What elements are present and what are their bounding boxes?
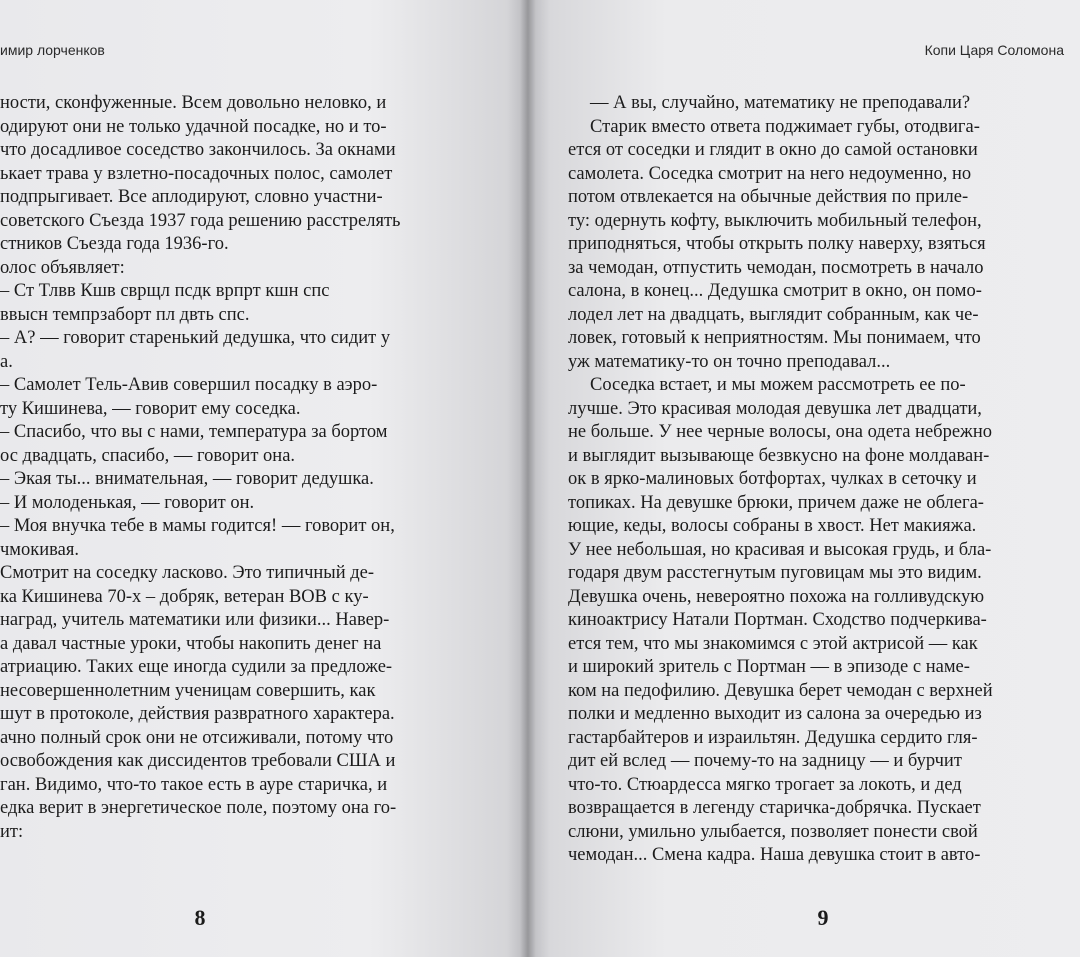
text-line: ющие, кеды, волосы собраны в хвост. Нет макияжа. bbox=[568, 516, 977, 536]
text-line: подпрыгивает. Все аплодируют, словно участни- bbox=[0, 187, 383, 207]
text-line: что-то. Стюардесса мягко трогает за локоть, и дед bbox=[568, 774, 962, 795]
right-page-number: 9 bbox=[817, 905, 829, 930]
text-line: лучше. Это красивая молодая девушка лет двадцати, bbox=[568, 398, 982, 419]
text-line: ту Кишинева, — говорит ему соседка. bbox=[0, 398, 301, 419]
text-line: слюни, умильно улыбается, позволяет понести свой bbox=[568, 821, 978, 842]
text-line: Старик вместо ответа поджимает губы, отодвига- bbox=[590, 116, 980, 137]
text-line: ок в ярко-малиновых ботфортах, чулках в сеточку и bbox=[568, 469, 977, 489]
text-line: ком на педофилию. Девушка берет чемодан с верхней bbox=[568, 680, 993, 701]
text-line: ькает трава у взлетно-посадочных полос, самолет bbox=[0, 163, 393, 184]
text-line: Девушка очень, невероятно похожа на голливудскую bbox=[568, 586, 985, 607]
text-line: освобождения как диссидентов требовали США и bbox=[0, 751, 396, 771]
text-line: потом отвлекается на обычные действия по прилe- bbox=[568, 187, 969, 207]
text-line: что досадливое соседство закончилось. За окнами bbox=[0, 140, 396, 160]
text-line: а давал частные уроки, чтобы накопить денег на bbox=[0, 633, 382, 654]
text-line: самолета. Соседка смотрит на него недоуменно, но bbox=[568, 163, 972, 184]
text-line: не больше. У нее черные волосы, она одета небрежно bbox=[568, 422, 992, 442]
text-line: – Моя внучка тебе в мамы годится! — говорит он, bbox=[0, 516, 395, 536]
left-page bbox=[0, 0, 528, 957]
text-line: ка Кишинева 70-х – добряк, ветеран ВОВ с ку- bbox=[0, 586, 369, 607]
text-line: ется от соседки и глядит в окно до самой остановки bbox=[568, 140, 978, 160]
right-page-text bbox=[568, 92, 1068, 868]
text-line: У нее небольшая, но красивая и высокая грудь, и бла- bbox=[568, 539, 992, 560]
text-line: ос двадцать, спасибо, — говорит она. bbox=[0, 445, 296, 466]
text-line: Смотрит на соседку ласково. Это типичный де- bbox=[0, 563, 375, 583]
text-line: чемодан... Смена кадра. Наша девушка стоит в авто- bbox=[568, 845, 981, 865]
text-line: ган. Видимо, что-то такое есть в ауре старичка, и bbox=[0, 774, 388, 795]
text-line: приподняться, чтобы открыть полку наверху, взяться bbox=[568, 234, 986, 254]
text-line: – Спасибо, что вы с нами, температура за бортом bbox=[0, 422, 388, 442]
text-line: ввысн темпрзаборт пл двть спс. bbox=[0, 304, 250, 325]
text-line: за чемодан, отпустить чемодан, посмотреть в начало bbox=[568, 257, 984, 278]
text-line: ит: bbox=[0, 821, 24, 842]
left-running-head: имир лорченков bbox=[0, 42, 105, 58]
text-line: – Самолет Тель-Авив совершил посадку в аэро- bbox=[0, 375, 378, 395]
text-line: – И молоденькая, — говорит он. bbox=[0, 492, 255, 513]
left-page-text bbox=[0, 92, 445, 844]
text-line: чмокивая. bbox=[0, 539, 79, 560]
text-line: годаря двум расстегнутым пуговицам мы это видим. bbox=[568, 563, 982, 583]
text-line: стников Съезда года 1936-го. bbox=[0, 234, 229, 254]
text-line: олос объявляет: bbox=[0, 257, 125, 278]
text-line: ности, сконфуженные. Всем довольно неловко, и bbox=[0, 93, 387, 113]
text-line: наград, учитель математики или физики... Навер- bbox=[0, 610, 390, 630]
text-line: возвращается в легенду старичка-добрячка. Пускает bbox=[568, 798, 981, 818]
text-line: Соседка встает, и мы можем рассмотреть ее по- bbox=[590, 375, 966, 395]
right-running-head: Копи Царя Соломона bbox=[924, 42, 1064, 58]
text-line: а. bbox=[0, 351, 13, 372]
text-line: ется тем, что мы знакомимся с этой актрисой — как bbox=[568, 633, 978, 654]
right-page bbox=[528, 0, 1080, 957]
text-line: – Экая ты... внимательная, — говорит дедушка. bbox=[0, 469, 374, 489]
text-line: лодел лет на двадцать, выглядит собранным, как че- bbox=[568, 304, 979, 325]
left-page-number: 8 bbox=[194, 905, 206, 930]
book-gutter-shadow bbox=[520, 0, 536, 957]
text-line: дит ей вслед — почему-то на задницу — и бурчит bbox=[568, 751, 962, 771]
text-line: ту: одернуть кофту, выключить мобильный телефон, bbox=[568, 210, 982, 231]
text-line: – Ст Тлвв Кшв сврщл псдк врпрт кшн спс bbox=[0, 281, 330, 301]
text-line: шут в протоколе, действия развратного характера. bbox=[0, 704, 395, 724]
text-line: — А вы, случайно, математику не преподавали? bbox=[590, 93, 971, 113]
text-line: ловек, готовый к неприятностям. Мы понимаем, что bbox=[568, 328, 981, 348]
text-line: советского Съезда 1937 года решению расстрелять bbox=[0, 210, 401, 231]
text-line: несовершеннолетним ученицам совершить, как bbox=[0, 680, 376, 701]
text-line: едка верит в энергетическое поле, поэтому она го- bbox=[0, 798, 397, 818]
text-line: одируют они не только удачной посадке, но и то- bbox=[0, 116, 387, 137]
text-line: полки и медленно выходит из салона за очередью из bbox=[568, 704, 982, 724]
text-line: и широкий зритель с Портман — в эпизоде с намe- bbox=[568, 657, 970, 677]
text-line: гастарбайтеров и израильтян. Дедушка сердито гля- bbox=[568, 727, 978, 748]
text-line: атриацию. Таких еще иногда судили за предложе- bbox=[0, 657, 393, 677]
text-line: топиках. На девушке брюки, причем даже не облега- bbox=[568, 492, 984, 513]
text-line: салона, в конец... Дедушка смотрит в окно, он помо- bbox=[568, 281, 982, 301]
text-line: и выглядит вызывающе безвкусно на фоне молдаван- bbox=[568, 445, 990, 466]
text-line: киноактрису Натали Портман. Сходство подчеркива- bbox=[568, 610, 987, 630]
text-line: ачно полный срок они не отсиживали, потому что bbox=[0, 727, 394, 748]
text-line: – А? — говорит старенький дедушка, что сидит у bbox=[0, 328, 391, 348]
text-line: уж математику-то он точно преподавал... bbox=[568, 351, 891, 372]
